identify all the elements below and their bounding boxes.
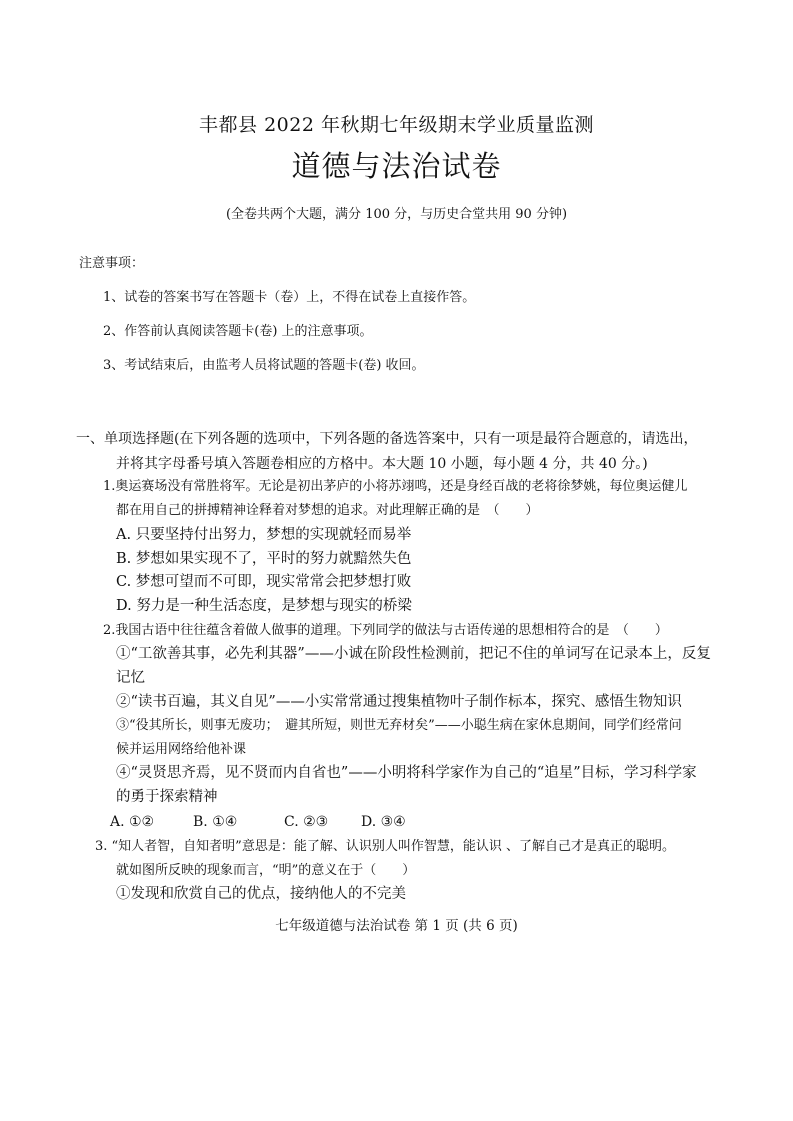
q3-stem-line2: 就如图所反映的现象而言，“明”的意义在于（ ） <box>116 863 416 878</box>
q2-option-a: A. ①② <box>110 814 155 830</box>
q2-option-c: C. ②③ <box>284 814 329 830</box>
notice-item-3: 3、考试结束后，由监考人员将试题的答题卡(卷) 收回。 <box>103 358 425 373</box>
q2-item1-line1: ①“工欲善其事，必先利其器”——小诚在阶段性检测前，把记不住的单词写在记录本上，反复 <box>116 646 711 662</box>
q3-stem-line1: 3. “知人者智，自知者明”意思是：能了解、认识别人叫作智慧，能认识 、了解自己才是真正的聪明。 <box>95 839 675 854</box>
q2-item3-line2: 候并运用网络给他补课 <box>116 742 247 757</box>
exam-note: (全卷共两个大题，满分 100 分，与历史合堂共用 90 分钟) <box>225 207 568 222</box>
q2-option-d: D. ③④ <box>361 814 406 830</box>
q1-stem-line1: 1.奥运赛场没有常胜将军。无论是初出茅庐的小将苏翊鸣，还是身经百战的老将徐梦姚，每位奥运健儿 <box>103 479 688 494</box>
section1-heading-line1: 一、单项选择题(在下列各题的选项中，下列各题的备选答案中，只有一项是最符合题意的，请选出， <box>76 431 698 447</box>
exam-subject-title: 道德与法治试卷 <box>291 149 502 183</box>
q2-item4-line1: ④“灵贤思齐焉，见不贤而内自省也”——小明将科学家作为自己的“追星”目标，学习科学家 <box>116 765 697 781</box>
q1-option-a: A. 只要坚持付出努力，梦想的实现就轻而易举 <box>116 527 412 543</box>
notice-item-1: 1、试卷的答案书写在答题卡（卷）上，不得在试卷上直接作答。 <box>103 290 476 305</box>
q1-option-c: C. 梦想可望而不可即，现实常常会把梦想打败 <box>116 574 412 590</box>
q2-item1-line2: 记忆 <box>116 670 145 686</box>
page-footer: 七年级道德与法治试卷 第 1 页 (共 6 页) <box>275 918 518 934</box>
notice-heading: 注意事项： <box>79 256 145 271</box>
notice-item-2: 2、作答前认真阅读答题卡(卷) 上的注意事项。 <box>103 324 373 339</box>
q2-item2: ②“读书百遍，其义自见”——小实常常通过搜集植物叶子制作标本，探究、感悟生物知识 <box>116 694 682 710</box>
q1-option-d: D. 努力是一种生活态度，是梦想与现实的桥梁 <box>116 598 412 614</box>
q3-item1: ①发现和欣赏自己的优点，接纳他人的不完美 <box>116 886 406 902</box>
section1-heading-line2: 并将其字母番号填入答题卷相应的方格中。本大题 10 小题，每小题 4 分，共 40 分。) <box>116 456 648 472</box>
q2-item3-line1: ③“役其所长，则事无废功； 避其所短，则世无弃材矣”——小聪生病在家休息期间，同学们经常问 <box>116 718 682 733</box>
q2-option-b: B. ①④ <box>193 814 238 830</box>
q2-stem: 2.我国古语中往往蕴含着做人做事的道理。下列同学的做法与古语传递的思想相符合的是 （ ） <box>103 623 668 638</box>
exam-title: 丰都县 2022 年秋期七年级期末学业质量监测 <box>199 114 594 136</box>
q1-stem-line2: 都在用自己的拼搏精神诠释着对梦想的追求。对此理解正确的是 （ ） <box>116 503 539 518</box>
q1-option-b: B. 梦想如果实现不了，平时的努力就黯然失色 <box>116 551 412 567</box>
q2-item4-line2: 的勇于探索精神 <box>116 789 218 805</box>
